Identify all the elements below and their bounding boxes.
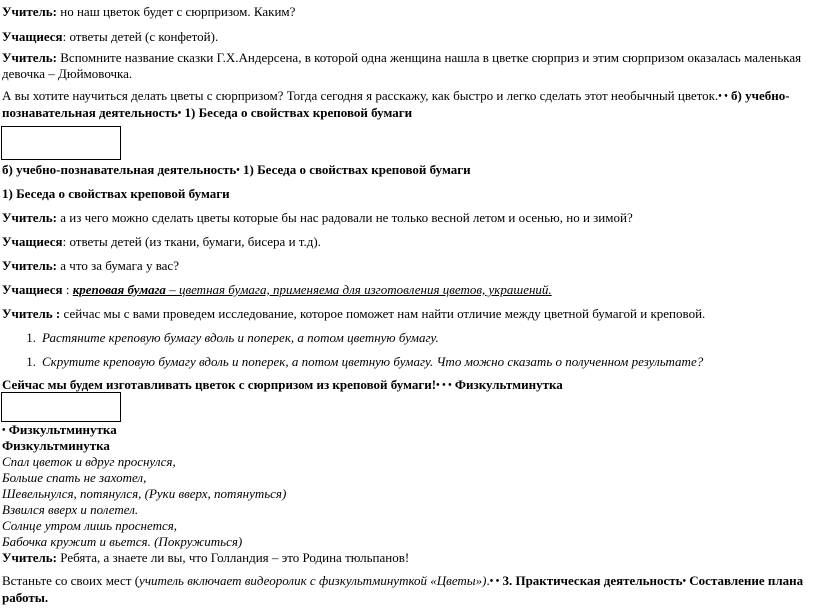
speaker-label: Учитель: <box>2 50 58 65</box>
poem-line: Бабочка кружит и вьется. (Покружиться) <box>2 534 243 549</box>
paragraph-students-2: Учащиеся: ответы детей (из ткани, бумаги, бисера и т.д). <box>2 234 321 249</box>
poem-line: Шевельнулся, потянулся, (Руки вверх, потянуться) <box>2 486 287 501</box>
bullet-icon: • <box>177 108 182 119</box>
heading-section-b: б) учебно-познавательная деятельность• 1) Беседа о свойствах креповой бумаги <box>2 162 471 177</box>
bullet-icon: • <box>2 425 6 436</box>
paragraph-stand-up: Встаньте со своих мест (учитель включает видеоролик с физкультминуткой «Цветы»).• • 3. Практическая деятельность• Составление плана работы. <box>2 573 804 605</box>
speaker-label: Учитель: <box>2 210 58 225</box>
paragraph-students-3: Учащиеся : креповая бумага – цветная бумага, применяема для изготовления цветов, украшений. <box>2 282 552 297</box>
poem-line: Спал цветок и вдруг проснулся, <box>2 454 176 469</box>
paragraph-teacher-3: Учитель: а из чего можно сделать цветы которые бы нас радовали не только весной летом и осенью, но и зимой? <box>2 210 633 225</box>
empty-frame-2 <box>1 392 121 422</box>
bullet-icon: • • <box>489 576 500 587</box>
list-item-2: 1. Скрутите креповую бумагу вдоль и поперек, а потом цветную бумагу. Что можно сказать о полученном результате? <box>26 354 704 369</box>
paragraph-teacher-5: Учитель : сейчас мы с вами проведем исследование, которое поможет нам найти отличие между цветной бумагой и креповой. <box>2 306 706 321</box>
speaker-label: Учащиеся <box>2 234 63 249</box>
bullet-icon: • <box>682 576 687 587</box>
list-item-1: 1. Растяните креповую бумагу вдоль и поперек, а потом цветную бумагу. <box>26 330 439 345</box>
speaker-label: Учитель : <box>2 306 61 321</box>
speaker-label: Учитель: <box>2 4 58 19</box>
paragraph-teacher-6: Учитель: Ребята, а знаете ли вы, что Голландия – это Родина тюльпанов! <box>2 550 410 565</box>
speaker-label: Учитель: <box>2 550 58 565</box>
heading-make-flower: Сейчас мы будем изготавливать цветок с сюрпризом из креповой бумаги!• • • Физкультминутка <box>2 377 563 392</box>
heading-warmup-2: Физкультминутка <box>2 438 110 453</box>
heading-conversation: 1) Беседа о свойствах креповой бумаги <box>2 186 230 201</box>
paragraph-intro: А вы хотите научиться делать цветы с сюрпризом? Тогда сегодня я расскажу, как быстро и легко сделать этот необычный цветок.• • б) учебно-познавательная деятельность• 1) Беседа о свойствах креповой бумаги <box>2 88 790 120</box>
bullet-icon: • • <box>718 91 728 102</box>
bullet-icon: • • • <box>436 380 452 391</box>
poem-line: Солнце утром лишь проснется, <box>2 518 178 533</box>
speaker-label: Учащиеся <box>2 29 63 44</box>
paragraph-students-1: Учащиеся: ответы детей (с конфетой). <box>2 29 219 44</box>
poem-line: Взвился вверх и полетел. <box>2 502 139 517</box>
speaker-label: Учитель: <box>2 258 58 273</box>
poem-line: Больше спать не захотел, <box>2 470 147 485</box>
term: креповая бумага <box>72 282 166 297</box>
heading-warmup-1: • Физкультминутка <box>2 422 117 437</box>
paragraph-teacher-1: Учитель: но наш цветок будет с сюрпризом. Каким? <box>2 4 296 19</box>
paragraph-teacher-2: Учитель: Вспомните название сказки Г.Х.Андерсена, в которой одна женщина нашла в цветке сюрприз и этим сюрпризом оказалась маленькая девочка – Дюймовочка. <box>2 50 802 81</box>
empty-frame-1 <box>1 126 121 160</box>
paragraph-teacher-4: Учитель: а что за бумага у вас? <box>2 258 179 273</box>
speaker-label: Учащиеся <box>2 282 63 297</box>
bullet-icon: • <box>236 165 240 176</box>
